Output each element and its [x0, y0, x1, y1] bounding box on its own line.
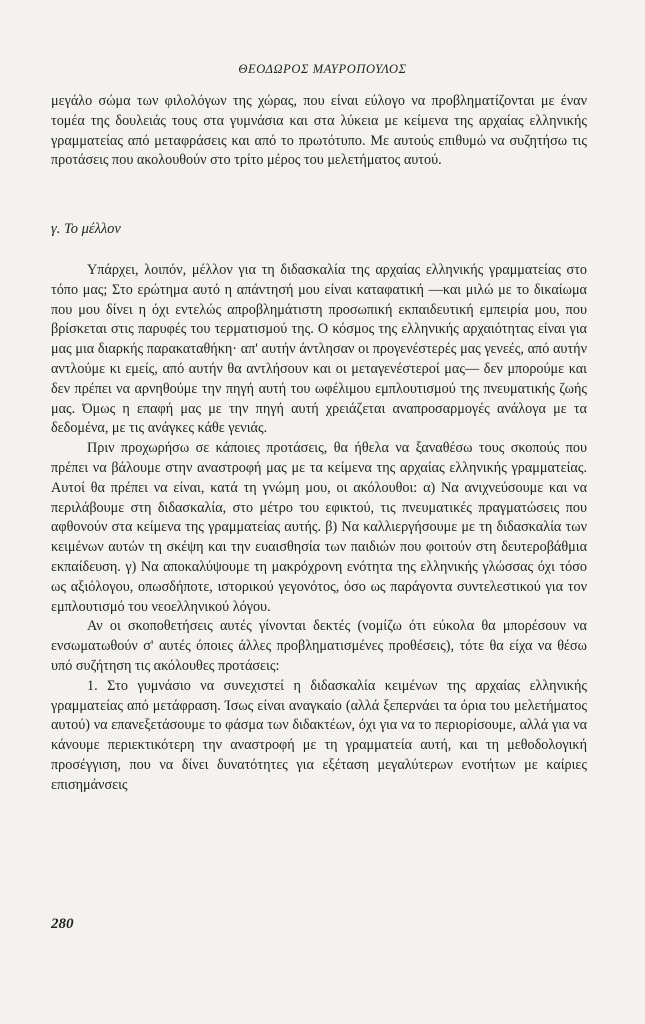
page-number: 280	[51, 916, 74, 932]
running-header-title: ΘΕΟΔΩΡΟΣ ΜΑΥΡΟΠΟΥΛΟΣ	[238, 62, 407, 76]
body-paragraph-1: Υπάρχει, λοιπόν, μέλλον για τη διδασκαλία της αρχαίας ελληνικής γραμματείας στο τόπο μας; Στο ερώτημα αυτό η απάντησή μου είναι καταφατική —και μιλώ με το δικαίωμα που μου δίνει η όχι εντελώς απροβλημάτιστη προσωπική εκπαιδευτική εμπειρία μου, που βρίσκεται στις παρυφές του τερματισμού της. Ο κόσμος της ελληνικής αρχαιότητας είναι για μας μια διαρκής παρακαταθήκη· απ' αυτήν άντλησαν οι προγενέστερές μας γενεές, από αυτήν αντλούμε κι εμείς, από αυτήν θα αντλήσουν και οι μεταγενέστεροί μας— δεν μπορούμε και δεν πρέπει να αρνηθούμε την πηγή αυτή του ωφέλιμου εμπλουτισμού της πνευματικής ζωής μας. Όμως η επαφή μας με την πηγή αυτή χρειάζεται αναπροσαρμογές ανάλογα με τα δεδομένα, με τις ανάγκες κάθε γενιάς.	[51, 262, 587, 437]
body-paragraph-3: Αν οι σκοποθετήσεις αυτές γίνονται δεκτές (νομίζω ότι εύκολα θα μπορέσουν να ενσωματωθούν σ' αυτές όποιες άλλες προβληματισμένες προθέσεις), τότε θα είχα να θέσω υπό συζήτηση τις ακόλουθες προτάσεις:	[51, 618, 587, 674]
body-paragraph-4: 1. Στο γυμνάσιο να συνεχιστεί η διδασκαλία κειμένων της αρχαίας ελληνικής γραμματείας από μετάφραση. Ίσως είναι αναγκαίο (αλλά ξεπερνάει τα όρια του μελετήματος αυτού) να επανεξετάσουμε το φάσμα των διδακτέων, όχι για να το περιορίσουμε, αλλά για να κάνουμε περιεκτικότερη την αναστροφή με τη γραμματεία αυτή, και τη μεθοδολογική προσέγγιση, που να δίνει δυνατότητες για εξέταση μεγαλύτερων ενοτήτων με καίριες επισημάνσεις	[51, 677, 587, 793]
intro-text-block	[51, 92, 587, 171]
body-paragraph-2: Πριν προχωρήσω σε κάποιες προτάσεις, θα ήθελα να ξαναθέσω τους σκοπούς που πρέπει να βάλουμε στην αναστροφή μας με τα κείμενα της αρχαίας ελληνικής γραμματείας. Αυτοί θα πρέπει να είναι, κατά τη γνώμη μου, οι ακόλουθοι: α) Να ανιχνεύσουμε και να περιλάβουμε στη διδασκαλία, στο μέτρο του εφικτού, τις πνευματικές πραγματώσεις που αφθονούν στα κείμενα της γραμματείας αυτής. β) Να καλλιεργήσουμε με τη διδασκαλία των κειμένων αυτών τη σκέψη και την ευαισθησία των παιδιών που φοιτούν στη δευτεροβάθμια εκπαίδευση. γ) Να αποκαλύψουμε τη μακρόχρονη ενότητα της ελληνικής γλώσσας όχι τόσο ως αξιόλογου, οπωσδήποτε, ιστορικού γεγονότος, όσο ως παράγοντα συντελεστικού για τον εμπλουτισμό του νεοελληνικού λόγου.	[51, 440, 587, 615]
section-heading: γ. Το μέλλον	[51, 221, 121, 237]
intro-paragraph: μεγάλο σώμα των φιλολόγων της χώρας, που είναι εύλογο να προβληματίζονται με έναν τομέα της δουλειάς τους στα γυμνάσια και στα λύκεια με κείμενα της αρχαίας ελληνικής γραμματείας από μεταφράσεις και από το πρωτότυπο. Με αυτούς επιθυμώ να συζητήσω τις προτάσεις που ακολουθούν στο τρίτο μέρος του μελετήματος αυτού.	[51, 93, 587, 169]
section-text-block	[51, 261, 587, 796]
